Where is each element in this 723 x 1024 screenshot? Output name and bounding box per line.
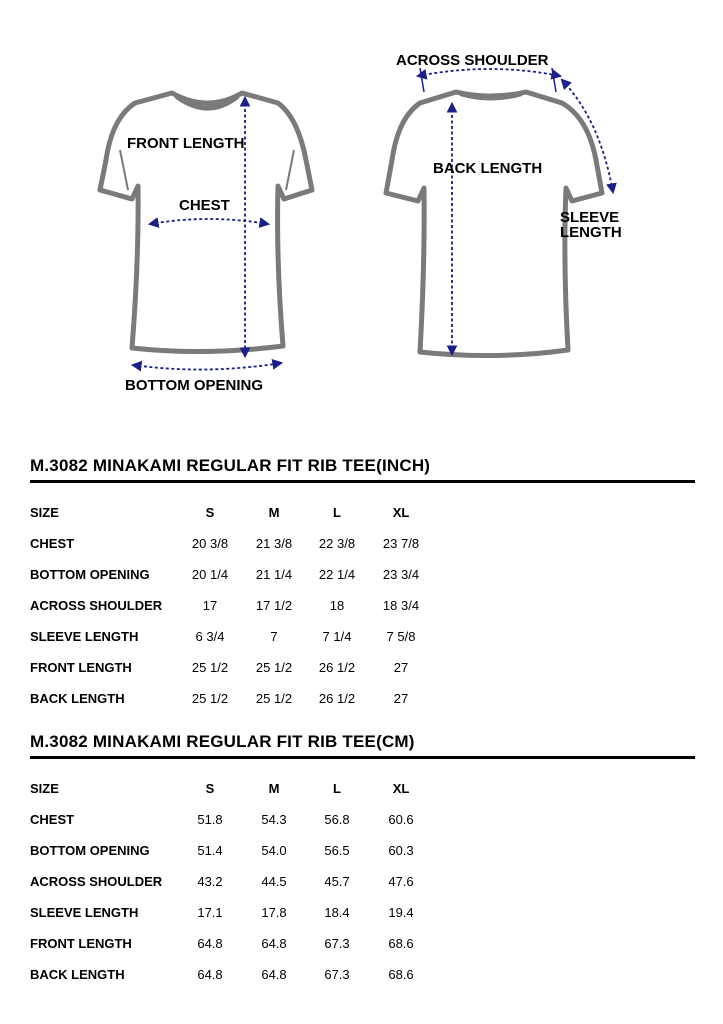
cell: 51.4 — [197, 843, 223, 858]
cell: 26 1/2 — [318, 660, 356, 675]
cell: 17 — [202, 598, 218, 613]
cell: 67.3 — [324, 936, 350, 951]
cell: 68.6 — [388, 967, 414, 982]
row-label: BACK LENGTH — [30, 691, 125, 706]
table-header-row — [30, 497, 695, 528]
table-row — [30, 559, 695, 590]
row-label: FRONT LENGTH — [30, 936, 132, 951]
table-row — [30, 621, 695, 652]
header-m: M — [268, 505, 280, 520]
cell: 25 1/2 — [255, 691, 293, 706]
header-s: S — [205, 781, 215, 796]
row-label: SLEEVE LENGTH — [30, 905, 139, 920]
cell: 7 — [270, 629, 278, 644]
divider — [30, 480, 695, 483]
table-row — [30, 528, 695, 559]
row-label: BOTTOM OPENING — [30, 567, 150, 582]
cell: 64.8 — [261, 967, 287, 982]
bottom-opening-arrow — [133, 363, 281, 370]
header-s: S — [205, 505, 215, 520]
table-row — [30, 897, 695, 928]
cell: 17.8 — [261, 905, 287, 920]
header-m: M — [268, 781, 280, 796]
cell: 67.3 — [324, 967, 350, 982]
bottom-opening-label: BOTTOM OPENING — [125, 377, 264, 394]
row-label: ACROSS SHOULDER — [30, 874, 163, 889]
table-row — [30, 928, 695, 959]
cell: 23 3/4 — [382, 567, 420, 582]
size-table-inch — [30, 456, 695, 714]
header-size: SIZE — [30, 505, 59, 520]
cell: 23 7/8 — [382, 536, 420, 551]
cell: 25 1/2 — [191, 691, 229, 706]
table-row — [30, 652, 695, 683]
cell: 17 1/2 — [255, 598, 293, 613]
table-row — [30, 804, 695, 835]
row-label: SLEEVE LENGTH — [30, 629, 139, 644]
table-title: M.3082 MINAKAMI REGULAR FIT RIB TEE(INCH) — [30, 456, 431, 475]
cell: 26 1/2 — [318, 691, 356, 706]
cell: 18.4 — [324, 905, 350, 920]
cell: 7 5/8 — [386, 629, 416, 644]
measurement-diagram — [0, 0, 723, 420]
cell: 22 1/4 — [318, 567, 356, 582]
cell: 25 1/2 — [255, 660, 293, 675]
cell: 22 3/8 — [318, 536, 356, 551]
back-length-label: BACK LENGTH — [433, 160, 543, 177]
cell: 47.6 — [388, 874, 414, 889]
row-label: FRONT LENGTH — [30, 660, 132, 675]
cell: 25 1/2 — [191, 660, 229, 675]
cell: 21 3/8 — [255, 536, 293, 551]
row-label: BOTTOM OPENING — [30, 843, 150, 858]
cell: 54.0 — [261, 843, 287, 858]
chest-label: CHEST — [179, 197, 230, 214]
cell: 60.6 — [388, 812, 414, 827]
header-xl: XL — [392, 505, 410, 520]
cell: 60.3 — [388, 843, 414, 858]
table-header-row — [30, 773, 695, 804]
table-row — [30, 835, 695, 866]
row-label: CHEST — [30, 812, 75, 827]
across-shoulder-arrow — [418, 69, 560, 76]
row-label: BACK LENGTH — [30, 967, 125, 982]
table-row — [30, 590, 695, 621]
across-shoulder-label: ACROSS SHOULDER — [396, 52, 549, 69]
table-title: M.3082 MINAKAMI REGULAR FIT RIB TEE(CM) — [30, 732, 415, 751]
front-tee-outline — [100, 93, 312, 352]
cell: 44.5 — [261, 874, 287, 889]
header-l: L — [333, 505, 341, 520]
sleeve-length-label-line1: SLEEVE — [560, 209, 620, 226]
row-label: ACROSS SHOULDER — [30, 598, 163, 613]
cell: 56.5 — [324, 843, 350, 858]
cell: 27 — [393, 660, 409, 675]
cell: 20 1/4 — [191, 567, 229, 582]
front-length-label: FRONT LENGTH — [127, 135, 245, 152]
measurement-arrows — [133, 69, 613, 370]
cell: 18 — [329, 598, 345, 613]
sleeve-length-label-line2: LENGTH — [560, 224, 622, 241]
row-label: CHEST — [30, 536, 75, 551]
cell: 7 1/4 — [322, 629, 352, 644]
cell: 19.4 — [388, 905, 414, 920]
cell: 64.8 — [197, 967, 223, 982]
cell: 21 1/4 — [255, 567, 293, 582]
cell: 64.8 — [261, 936, 287, 951]
cell: 54.3 — [261, 812, 287, 827]
size-table-cm — [30, 732, 695, 990]
cell: 27 — [393, 691, 409, 706]
header-xl: XL — [392, 781, 410, 796]
cell: 6 3/4 — [195, 629, 225, 644]
cell: 43.2 — [197, 874, 223, 889]
cell: 20 3/8 — [191, 536, 229, 551]
header-size: SIZE — [30, 781, 59, 796]
cell: 17.1 — [197, 905, 223, 920]
cell: 18 3/4 — [382, 598, 420, 613]
cell: 56.8 — [324, 812, 350, 827]
chest-arrow — [150, 219, 268, 224]
cell: 45.7 — [324, 874, 350, 889]
table-row — [30, 866, 695, 897]
cell: 64.8 — [197, 936, 223, 951]
table-row — [30, 683, 695, 714]
divider — [30, 756, 695, 759]
cell: 68.6 — [388, 936, 414, 951]
table-row — [30, 959, 695, 990]
cell: 51.8 — [197, 812, 223, 827]
header-l: L — [333, 781, 341, 796]
